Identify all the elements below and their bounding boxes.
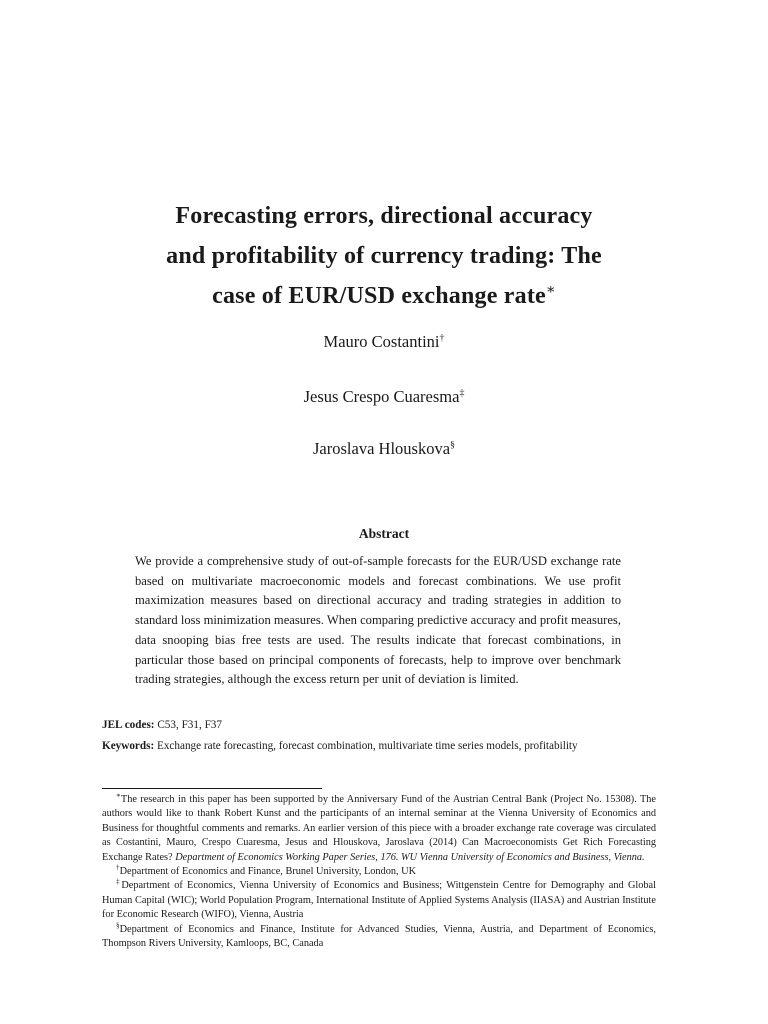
title-line-3-text: case of EUR/USD exchange rate <box>212 283 546 309</box>
footnote-mark: † <box>116 863 120 872</box>
footnote-text: Department of Economics, Vienna University of Economics and Business; Wittgenstein Centre for Demography and Global Human Capital (WIC); World Population Program, International Institute of Applied Systems Analysis (IIASA) and Austrian Institute for Economic Research (WIFO), Vienna, Austria <box>102 880 656 921</box>
footnote-citation: Department of Economics Working Paper Series, 176. WU Vienna University of Economics and Business, Vienna. <box>175 851 645 863</box>
footnote-text: The research in this paper has been supported by the Anniversary Fund of the Austrian Central Bank (Project No. 15308). The authors would like to thank Robert Kunst and the participants of an internal seminar at the Vienna University of Economics and Business for thoughtful comments and remarks. An earlier version of this piece with a broader exchange rate coverage was circulated as Costantini, Mauro, Crespo Cuaresma, Jesus and Hlouskova, Jaroslava (2014) Can Macroeconomists Get Rich Forecasting Exchange Rates? <box>102 794 656 863</box>
paper-title <box>90 196 678 316</box>
abstract-heading: Abstract <box>358 526 410 541</box>
footnote-mark: ‡ <box>116 878 122 887</box>
title-line-2: and profitability of currency trading: The <box>166 243 602 269</box>
footnote-3 <box>102 879 656 922</box>
abstract-text: We provide a comprehensive study of out-of-sample forecasts for the EUR/USD exchange rate based on multivariate macroeconomic models and forecast combinations. We use profit maximization measures based on directional accuracy and trading strategies in addition to standard loss minimization measures. When comparing predictive accuracy and profit measures, data snooping bias free tests are used. The results indicate that forecast combinations, in particular those based on principal components of forecasts, help to improve over benchmark trading strategies, although the excess return per unit of deviation is limited. <box>135 554 621 687</box>
footnote-text: Department of Economics and Finance, Institute for Advanced Studies, Vienna, Austria, and Department of Economics, Thompson Rivers University, Kamloops, BC, Canada <box>102 923 656 950</box>
keywords-value: Exchange rate forecasting, forecast combination, multivariate time series models, profitability <box>157 740 578 752</box>
footnote-4 <box>102 923 656 952</box>
footnote-1 <box>102 793 656 865</box>
jel-value: C53, F31, F37 <box>157 719 222 731</box>
footnote-text: Department of Economics and Finance, Brunel University, London, UK <box>119 866 417 878</box>
author-name: Mauro Costantini <box>323 332 440 351</box>
author-footnote-mark: † <box>439 332 445 344</box>
author-footnote-mark: § <box>450 439 455 451</box>
keywords-label: Keywords: <box>102 740 155 752</box>
title-footnote-mark: ∗ <box>545 282 556 298</box>
footnotes <box>102 793 656 951</box>
title-line-3 <box>90 276 678 316</box>
jel-label: JEL codes: <box>102 719 155 731</box>
footnote-mark: ∗ <box>116 791 121 800</box>
author-name: Jesus Crespo Cuaresma <box>303 387 460 406</box>
footnote-2 <box>102 865 656 879</box>
author-1 <box>0 332 768 352</box>
author-name: Jaroslava Hlouskova <box>313 439 451 458</box>
footnote-rule <box>102 788 322 789</box>
jel-codes <box>102 719 682 731</box>
keywords <box>102 740 682 752</box>
author-footnote-mark: ‡ <box>459 387 465 399</box>
footnote-mark: § <box>116 921 120 930</box>
title-line-1: Forecasting errors, directional accuracy <box>175 203 593 229</box>
author-3 <box>0 439 768 459</box>
author-2 <box>0 387 768 407</box>
